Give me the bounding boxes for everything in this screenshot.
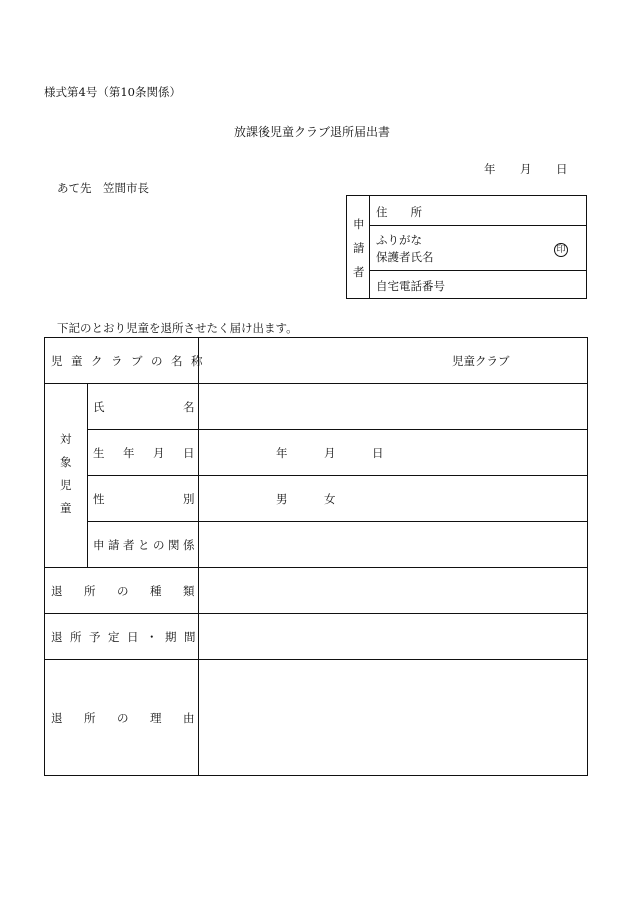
relation-field[interactable] <box>199 522 587 567</box>
address-label: 住 所 <box>376 205 422 219</box>
label-char: 所 <box>84 584 96 598</box>
label-char: 係 <box>183 538 195 552</box>
label-char: 者 <box>123 538 135 552</box>
label-char: の <box>117 584 129 598</box>
applicant-side-char: 申 <box>353 217 365 231</box>
address-field[interactable] <box>370 196 586 226</box>
label-char: 生 <box>93 446 105 460</box>
label-char: 童 <box>71 354 83 368</box>
applicant-side-char: 請 <box>353 241 365 255</box>
date-year-label: 年 <box>484 162 496 176</box>
label-char: 関 <box>168 538 180 552</box>
date-day-label: 日 <box>556 162 568 176</box>
date-month-label: 月 <box>520 162 532 176</box>
intro-text: 下記のとおり児童を退所させたく届け出ます。 <box>57 321 298 335</box>
label-char: 所 <box>70 630 82 644</box>
applicant-side-char: 者 <box>353 265 365 279</box>
label-char: 退 <box>51 711 63 725</box>
label-char: ラ <box>111 354 123 368</box>
label-char: 児 <box>60 478 72 492</box>
label-char: 間 <box>184 630 196 644</box>
label-char: 定 <box>108 630 120 644</box>
label-char: 別 <box>183 492 195 506</box>
label-char: 児 <box>51 354 63 368</box>
seal-mark: 印 <box>554 243 568 257</box>
gender-male-option[interactable]: 男 <box>276 492 288 506</box>
label-char: 名 <box>171 354 183 368</box>
birth-day-label: 日 <box>372 446 384 460</box>
guardian-name-field[interactable] <box>370 226 586 271</box>
phone-label: 自宅電話番号 <box>376 279 445 293</box>
withdrawal-type-field[interactable] <box>199 568 587 613</box>
label-char: 退 <box>51 584 63 598</box>
label-char: 申 <box>93 538 105 552</box>
guardian-name-label: 保護者氏名 <box>376 250 434 264</box>
withdrawal-reason-field[interactable] <box>199 660 587 775</box>
club-name-field[interactable] <box>199 338 587 383</box>
label-char: の <box>117 711 129 725</box>
label-char: 象 <box>60 455 72 469</box>
phone-field[interactable] <box>370 271 586 298</box>
child-name-field[interactable] <box>199 384 587 429</box>
birth-year-label: 年 <box>276 446 288 460</box>
label-char: 期 <box>165 630 177 644</box>
label-char: ・ <box>146 630 158 644</box>
label-char: 類 <box>183 584 195 598</box>
label-char: 名 <box>183 400 195 414</box>
label-char: 性 <box>93 492 105 506</box>
label-char: 童 <box>60 501 72 515</box>
label-char: 理 <box>150 711 162 725</box>
addressee: あて先 笠間市長 <box>57 181 149 195</box>
label-char: ブ <box>131 354 143 368</box>
label-char: 日 <box>127 630 139 644</box>
label-char: 氏 <box>93 400 105 414</box>
column-divider <box>87 383 88 567</box>
label-char: 種 <box>150 584 162 598</box>
label-char: 所 <box>84 711 96 725</box>
label-char: 日 <box>183 446 195 460</box>
label-char: の <box>153 538 165 552</box>
label-char: 称 <box>191 354 203 368</box>
label-char: の <box>151 354 163 368</box>
club-name-value: 児童クラブ <box>452 354 510 368</box>
label-char: 月 <box>153 446 165 460</box>
applicant-side-label <box>347 196 370 298</box>
withdrawal-date-field[interactable] <box>199 614 587 659</box>
gender-female-option[interactable]: 女 <box>324 492 336 506</box>
withdrawal-form-table <box>44 337 588 776</box>
label-char: ク <box>91 354 103 368</box>
gender-field[interactable] <box>199 476 587 521</box>
page-title: 放課後児童クラブ退所届出書 <box>234 125 391 139</box>
label-char: 対 <box>60 432 72 446</box>
label-char: 年 <box>123 446 135 460</box>
applicant-box <box>346 195 587 299</box>
label-char: 予 <box>89 630 101 644</box>
label-char: と <box>138 538 150 552</box>
birth-date-field[interactable] <box>199 430 587 475</box>
form-number: 様式第4号（第10条関係） <box>44 85 181 99</box>
furigana-label: ふりがな <box>376 233 422 247</box>
birth-month-label: 月 <box>324 446 336 460</box>
label-char: 退 <box>51 630 63 644</box>
label-char: 請 <box>108 538 120 552</box>
label-char: 由 <box>183 711 195 725</box>
